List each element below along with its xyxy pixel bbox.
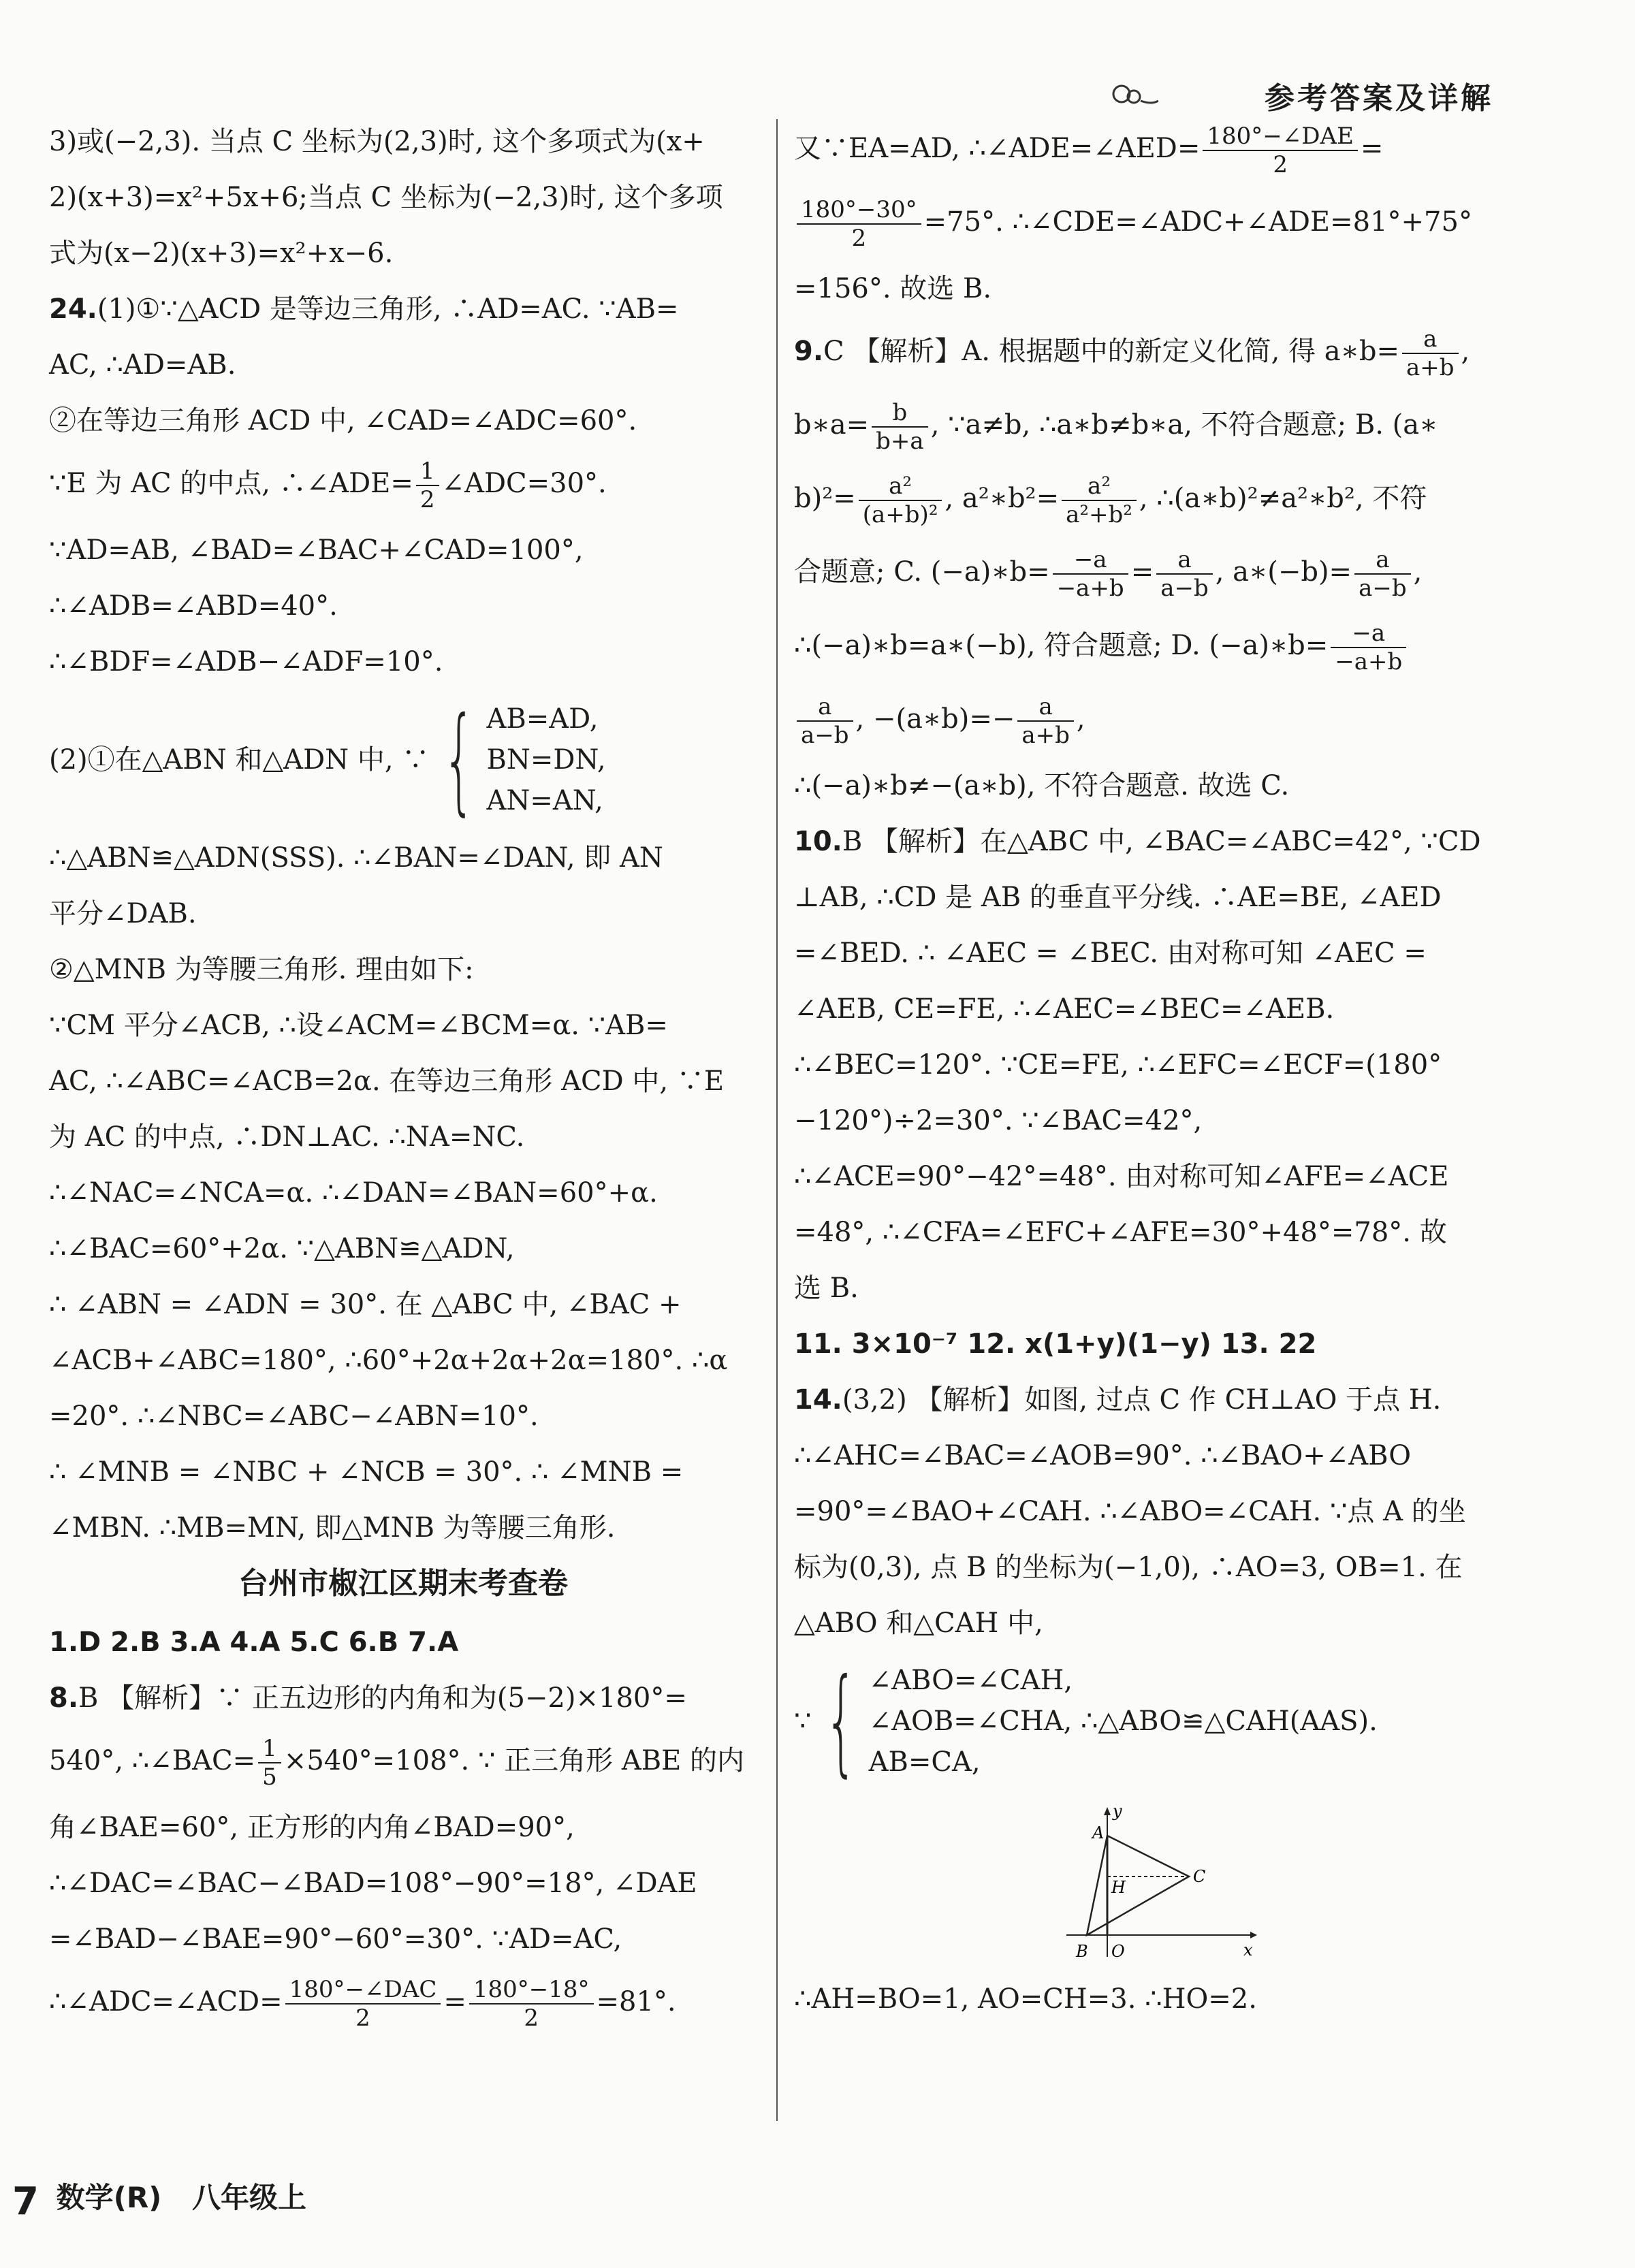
text-line: 平分∠DAB.: [49, 898, 197, 929]
denominator: a−b: [1359, 575, 1407, 602]
text-line: [794, 196, 1502, 252]
text-run: B 【解析】∵ 正五边形的内角和为(5−2)×180°=: [78, 1682, 687, 1714]
denominator: a+b: [1021, 722, 1070, 749]
text-line: ∴∠AHC=∠BAC=∠AOB=90°. ∴∠BAO+∠ABO: [794, 1440, 1412, 1471]
text-line: [49, 458, 757, 513]
text-line: 标为(0,3), 点 B 的坐标为(−1,0), ∴AO=3, OB=1. 在: [794, 1552, 1463, 1583]
text-line: ∵AD=AB, ∠BAD=∠BAC+∠CAD=100°,: [49, 534, 584, 566]
numerator: a²: [859, 473, 942, 501]
fraction: [872, 399, 928, 455]
label-b: B: [1076, 1942, 1088, 1961]
text-line: =90°=∠BAO+∠CAH. ∴∠ABO=∠CAH. ∵点 A 的坐: [794, 1496, 1466, 1527]
text-line: =48°, ∴∠CFA=∠EFC+∠AFE=30°+48°=78°. 故: [794, 1217, 1447, 1248]
text-line: =∠BED. ∴ ∠AEC = ∠BEC. 由对称可知 ∠AEC =: [794, 938, 1427, 969]
text-line: [794, 693, 1502, 749]
denominator: 2: [524, 2005, 539, 2032]
text-line: ∴ ∠ABN = ∠ADN = 30°. 在 △ABC 中, ∠BAC +: [49, 1289, 682, 1320]
denominator: 2: [355, 2005, 370, 2032]
question-9: [794, 325, 1502, 381]
text-line: 为 AC 的中点, ∴DN⊥AC. ∴NA=NC.: [49, 1121, 525, 1153]
text-line: ∴∠DAC=∠BAC−∠BAD=108°−90°=18°, ∠DAE: [49, 1868, 697, 1899]
fraction: [1017, 693, 1074, 749]
text-run: ∵: [794, 1706, 812, 1737]
text-line: =156°. 故选 B.: [794, 273, 992, 304]
text-line: [49, 1735, 757, 1791]
text-run: ∴(−a)∗b=a∗(−b), 符合题意; D. (−a)∗b=: [794, 630, 1329, 661]
triangle-abc: [1087, 1836, 1189, 1935]
text-line: [794, 473, 1502, 528]
text-run: ∵E 为 AC 的中点, ∴∠ADE=: [49, 468, 413, 499]
denominator: 2: [1273, 151, 1288, 178]
denominator: a²+b²: [1066, 501, 1132, 528]
fraction: [258, 1735, 281, 1791]
text-run: B 【解析】在△ABC 中, ∠BAC=∠ABC=42°, ∵CD: [842, 826, 1481, 857]
right-column: [794, 123, 1502, 2036]
system-line: BN=DN,: [486, 744, 606, 776]
denominator: −a+b: [1056, 575, 1124, 602]
question-24: [49, 290, 757, 328]
system-line: AB=CA,: [868, 1746, 981, 1778]
y-axis-arrow-icon: [1104, 1807, 1111, 1815]
question-number: 9.: [794, 336, 824, 367]
question-number: 8.: [49, 1682, 79, 1714]
text-line: ②在等边三角形 ACD 中, ∠CAD=∠ADC=60°.: [49, 405, 637, 436]
text-line: ∠ACB+∠ABC=180°, ∴60°+2α+2α+2α=180°. ∴α: [49, 1345, 728, 1376]
text-run: =81°.: [596, 1986, 676, 2017]
page-header-title: 参考答案及详解: [1265, 81, 1493, 116]
fraction: [1402, 325, 1459, 381]
text-run: ∠ADC=30°.: [441, 468, 607, 499]
text-run: =: [1360, 133, 1384, 164]
text-run: =: [443, 1986, 466, 2017]
numerator: 1: [258, 1735, 281, 1763]
label-c: C: [1193, 1867, 1206, 1886]
denominator: a−b: [801, 722, 849, 749]
label-x: x: [1243, 1940, 1253, 1960]
numerator: a: [1156, 546, 1213, 575]
fraction: [1354, 546, 1411, 602]
denominator: (a+b)²: [862, 501, 938, 528]
text-run: ,: [1461, 336, 1470, 367]
denominator: −a+b: [1335, 648, 1403, 675]
question-14: [794, 1381, 1502, 1419]
system-line: ∠ABO=∠CAH,: [868, 1665, 1073, 1696]
text-run: 540°, ∴∠BAC=: [49, 1745, 256, 1776]
text-line: ∵CM 平分∠ACB, ∴设∠ACM=∠BCM=α. ∵AB=: [49, 1010, 668, 1041]
header-ornament-icon: [1111, 80, 1158, 108]
numerator: a: [797, 693, 853, 722]
fraction: [797, 196, 921, 252]
page-footer: [12, 2175, 306, 2224]
fraction: [1331, 620, 1406, 675]
denominator: b+a: [876, 428, 924, 455]
numerator: a: [1354, 546, 1411, 575]
text-line: ∠AEB, CE=FE, ∴∠AEC=∠BEC=∠AEB.: [794, 993, 1335, 1025]
coordinate-figure: [1060, 1800, 1264, 1964]
text-run: , ∵a≠b, ∴a∗b≠b∗a, 不符合题意; B. (a∗: [930, 409, 1438, 441]
text-run: =: [1130, 556, 1154, 588]
text-run: , −(a∗b)=−: [855, 703, 1015, 735]
numerator: a: [1402, 325, 1459, 354]
brace-icon: {: [825, 1654, 858, 1789]
text-line: ∴ ∠MNB = ∠NBC + ∠NCB = 30°. ∴ ∠MNB =: [49, 1456, 684, 1488]
text-line: =∠BAD−∠BAE=90°−60°=30°. ∵AD=AC,: [49, 1923, 622, 1955]
text-run: 又∵EA=AD, ∴∠ADE=∠AED=: [794, 133, 1201, 164]
mc-answers: 1.D 2.B 3.A 4.A 5.C 6.B 7.A: [49, 1627, 459, 1658]
label-o: O: [1111, 1942, 1125, 1961]
label-y: y: [1113, 1802, 1122, 1821]
numerator: a: [1017, 693, 1074, 722]
numerator: a²: [1062, 473, 1137, 501]
text-line: 2)(x+3)=x²+5x+6;当点 C 坐标为(−2,3)时, 这个多项: [49, 182, 723, 213]
text-line: [794, 123, 1502, 178]
text-line: 选 B.: [794, 1273, 859, 1304]
brace-icon: {: [443, 692, 476, 827]
numerator: b: [872, 399, 928, 428]
text-run: (3,2) 【解析】如图, 过点 C 作 CH⊥AO 于点 H.: [842, 1384, 1442, 1416]
numerator: −a: [1053, 546, 1128, 575]
fraction: [797, 693, 853, 749]
system-line: AN=AN,: [486, 785, 603, 816]
text-run: ×540°=108°. ∵ 正三角形 ABE 的内: [283, 1745, 745, 1776]
fraction: [416, 458, 439, 513]
numerator: 180°−∠DAE: [1203, 123, 1358, 151]
text-line: AC, ∴∠ABC=∠ACB=2α. 在等边三角形 ACD 中, ∵E: [49, 1066, 725, 1097]
text-run: ,: [1413, 556, 1423, 588]
text-line: △ABO 和△CAH 中,: [794, 1608, 1043, 1639]
text-line: 式为(x−2)(x+3)=x²+x−6.: [49, 238, 394, 269]
grade-label: 八年级上: [191, 2181, 306, 2214]
equation-system: [49, 692, 757, 827]
question-number: 24.: [49, 293, 97, 325]
question-number: 10.: [794, 826, 842, 857]
system-lines: [486, 699, 605, 821]
text-line: ∴∠NAC=∠NCA=α. ∴∠DAN=∠BAN=60°+α.: [49, 1177, 658, 1209]
text-line: [794, 399, 1502, 455]
text-run: ,: [1076, 703, 1085, 735]
text-run: , ∴(a∗b)²≠a²∗b², 不符: [1139, 483, 1427, 514]
text-run: 合题意; C. (−a)∗b=: [794, 556, 1050, 588]
text-run: , a∗(−b)=: [1215, 556, 1352, 588]
denominator: a−b: [1160, 575, 1209, 602]
page-number: 7: [12, 2179, 39, 2224]
text-line: ∴∠BDF=∠ADB−∠ADF=10°.: [49, 646, 443, 677]
text-line: [794, 546, 1502, 602]
column-divider: [776, 119, 778, 2121]
fraction: [1053, 546, 1128, 602]
fraction: [859, 473, 942, 528]
text-line: ∴∠ADB=∠ABD=40°.: [49, 590, 338, 622]
fill-answers: 11. 3×10⁻⁷ 12. x(1+y)(1−y) 13. 22: [794, 1328, 1317, 1360]
question-8: [49, 1679, 757, 1717]
text-line: ∴△ABN≌△ADN(SSS). ∴∠BAN=∠DAN, 即 AN: [49, 842, 663, 874]
fraction: [1062, 473, 1137, 528]
question-number: 14.: [794, 1384, 842, 1416]
fraction: [1156, 546, 1213, 602]
text-run: (2)①在△ABN 和△ADN 中, ∵: [49, 744, 430, 776]
system-line: ∠AOB=∠CHA, ∴△ABO≌△CAH(AAS).: [868, 1706, 1378, 1737]
label-h: H: [1111, 1878, 1126, 1897]
text-line: ∴(−a)∗b≠−(a∗b), 不符合题意. 故选 C.: [794, 770, 1290, 801]
text-line: ∠MBN. ∴MB=MN, 即△MNB 为等腰三角形.: [49, 1512, 616, 1544]
text-run: (1)①∵△ACD 是等边三角形, ∴AD=AC. ∵AB=: [97, 293, 679, 325]
fraction: [285, 1976, 441, 2032]
equation-system: [794, 1654, 1502, 1789]
denominator: 2: [419, 486, 435, 513]
text-line: ∴∠BEC=120°. ∵CE=FE, ∴∠EFC=∠ECF=(180°: [794, 1049, 1442, 1081]
denominator: 5: [262, 1763, 277, 1791]
numerator: 1: [416, 458, 439, 486]
section-title: 台州市椒江区期末考查卷: [238, 1566, 568, 1601]
system-lines: [869, 1660, 1378, 1783]
left-column: [49, 123, 757, 2049]
text-line: =20°. ∴∠NBC=∠ABC−∠ABN=10°.: [49, 1401, 539, 1432]
numerator: 180°−∠DAC: [285, 1976, 441, 2005]
subject-label: 数学(R): [56, 2181, 162, 2214]
text-line: [794, 620, 1502, 675]
text-line: [49, 1976, 757, 2032]
text-run: b)²=: [794, 483, 856, 514]
numerator: 180°−18°: [469, 1976, 594, 2005]
denominator: 2: [851, 225, 867, 252]
text-line: ∴∠BAC=60°+2α. ∵△ABN≌△ADN,: [49, 1233, 515, 1264]
text-line: ⊥AB, ∴CD 是 AB 的垂直平分线. ∴AE=BE, ∠AED: [794, 882, 1442, 913]
text-line: 角∠BAE=60°, 正方形的内角∠BAD=90°,: [49, 1812, 575, 1843]
text-run: b∗a=: [794, 409, 870, 441]
question-10: [794, 822, 1502, 861]
system-line: AB=AD,: [486, 703, 599, 735]
text-line: ②△MNB 为等腰三角形. 理由如下:: [49, 954, 474, 985]
denominator: a+b: [1406, 354, 1455, 381]
text-run: , a²∗b²=: [945, 483, 1060, 514]
text-run: ∴∠ADC=∠ACD=: [49, 1986, 283, 2017]
text-line: ∴∠ACE=90°−42°=48°. 由对称可知∠AFE=∠ACE: [794, 1161, 1449, 1192]
numerator: −a: [1331, 620, 1406, 648]
text-line: −120°)÷2=30°. ∵∠BAC=42°,: [794, 1105, 1203, 1136]
fraction: [1203, 123, 1358, 178]
text-run: =75°. ∴∠CDE=∠ADC+∠ADE=81°+75°: [923, 206, 1472, 238]
text-line: ∴AH=BO=1, AO=CH=3. ∴HO=2.: [794, 1983, 1257, 2015]
numerator: 180°−30°: [797, 196, 921, 225]
text-run: C 【解析】A. 根据题中的新定义化简, 得 a∗b=: [823, 336, 1399, 367]
text-line: AC, ∴AD=AB.: [49, 349, 236, 381]
x-axis-arrow-icon: [1250, 1932, 1257, 1938]
fraction: [469, 1976, 594, 2032]
label-a: A: [1092, 1823, 1105, 1842]
text-line: 3)或(−2,3). 当点 C 坐标为(2,3)时, 这个多项式为(x+: [49, 126, 705, 157]
